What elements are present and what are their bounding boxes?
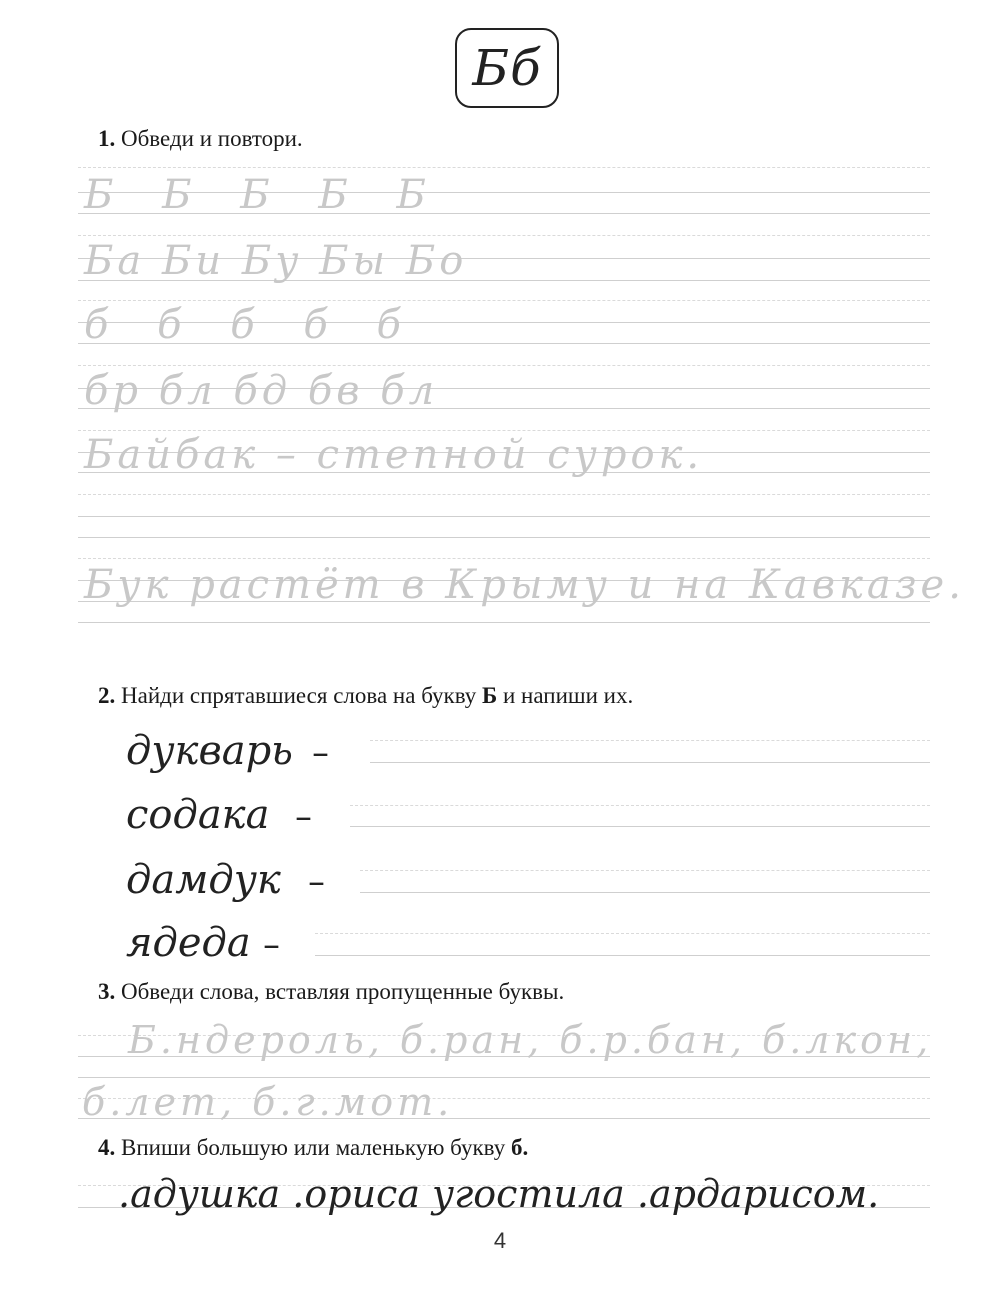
dash-1: – bbox=[312, 733, 329, 773]
trace-words-row-1: Б.ндероль, б.ран, б.р.бан, б.лкон, bbox=[128, 1018, 933, 1062]
task-3-heading bbox=[98, 979, 564, 1005]
trace-row-5: Байбак – степной сурок. bbox=[84, 432, 704, 478]
task-2-number: 2. bbox=[98, 683, 116, 708]
hidden-word-4: ядеда bbox=[126, 920, 251, 966]
answer-line[interactable] bbox=[350, 826, 930, 827]
badge-letters: Бб bbox=[472, 39, 542, 97]
answer-line bbox=[360, 870, 930, 871]
guide-line bbox=[78, 365, 930, 366]
trace-row-1: Б Б Б Б Б bbox=[84, 172, 444, 218]
guide-line bbox=[78, 537, 930, 538]
guide-line bbox=[78, 300, 930, 301]
task-1-heading bbox=[98, 126, 303, 152]
insert-letter-sentence: .адушка .ориса угостила .ардарисом. bbox=[118, 1172, 880, 1216]
task-2-heading bbox=[98, 683, 633, 709]
dash-2: – bbox=[295, 797, 312, 837]
trace-row-3: б б б б б bbox=[84, 302, 419, 348]
guide-line bbox=[78, 1077, 930, 1078]
answer-line bbox=[350, 805, 930, 806]
hidden-word-2: содака bbox=[126, 792, 270, 838]
answer-line[interactable] bbox=[360, 892, 930, 893]
dash-3: – bbox=[308, 862, 325, 902]
task-2-text-after: и напиши их. bbox=[497, 683, 634, 708]
hidden-word-1: дукварь bbox=[126, 728, 293, 774]
task-4-number: 4. bbox=[98, 1135, 116, 1160]
trace-row-2: Ба Би Бу Бы Бо bbox=[84, 238, 468, 284]
task-1-text: Обведи и повтори. bbox=[121, 126, 303, 151]
guide-line bbox=[78, 167, 930, 168]
guide-line bbox=[78, 558, 930, 559]
answer-line[interactable] bbox=[315, 955, 930, 956]
trace-row-4: бр бл бд бв бл bbox=[84, 368, 439, 414]
answer-line bbox=[315, 933, 930, 934]
guide-line bbox=[78, 622, 930, 623]
trace-row-6: Бук растёт в Крыму и на Кавказе. bbox=[84, 562, 965, 608]
dash-4: – bbox=[263, 925, 280, 965]
task-4-heading bbox=[98, 1135, 528, 1161]
task-1-number: 1. bbox=[98, 126, 116, 151]
task-3-text: Обведи слова, вставляя пропущенные буквы. bbox=[121, 979, 565, 1004]
letter-badge bbox=[455, 28, 559, 108]
page-number: 4 bbox=[493, 1228, 507, 1253]
hidden-word-3: дамдук bbox=[126, 857, 281, 903]
guide-line bbox=[78, 516, 930, 517]
guide-line bbox=[78, 430, 930, 431]
task-4-text-before: Впиши большую или маленькую букву bbox=[121, 1135, 511, 1160]
answer-line[interactable] bbox=[370, 762, 930, 763]
guide-line bbox=[78, 235, 930, 236]
trace-words-row-2: б.лет, б.г.мот. bbox=[82, 1080, 454, 1124]
task-2-letter: Б bbox=[482, 683, 498, 708]
guide-line bbox=[78, 494, 930, 495]
task-4-letter: б. bbox=[510, 1135, 529, 1160]
task-3-number: 3. bbox=[98, 979, 116, 1004]
task-2-text-before: Найди спрятавшиеся слова на букву bbox=[121, 683, 483, 708]
answer-line bbox=[370, 740, 930, 741]
